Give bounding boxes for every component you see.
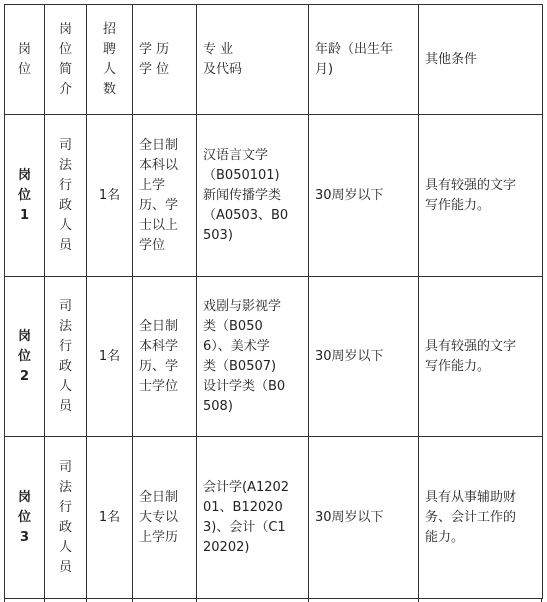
major: 戏剧与影视学 类（B050 6）、美术学 类（B0507) 设计学类（B0 508) [197, 277, 309, 437]
header-education: 学 历 学 位 [133, 5, 197, 115]
education: 全日制 本科以 上学 历、学 士以上 学位 [133, 115, 197, 277]
age: 30周岁以下 [309, 437, 419, 599]
header-intro: 岗 位 简 介 [45, 5, 87, 115]
major: 汉语言文学 （B050101) 新闻传播学类 （A0503、B0 503) [197, 115, 309, 277]
other-conditions: 具有从事辅助财 务、会计工作的 能力。 [419, 437, 543, 599]
headcount: 1名 [87, 277, 133, 437]
post-name: 岗 位 3 [5, 437, 45, 599]
other-conditions: 具有较强的文字 写作能力。 [419, 115, 543, 277]
table-row [5, 437, 543, 599]
table-row [5, 277, 543, 437]
header-other: 其他条件 [419, 5, 543, 115]
header-age: 年龄（出生年 月) [309, 5, 419, 115]
education: 全日制 本科学 历、学 士学位 [133, 277, 197, 437]
headcount: 1名 [87, 437, 133, 599]
post-intro: 司 法 行 政 人 员 [45, 115, 87, 277]
post-name: 岗 位 1 [5, 115, 45, 277]
header-major: 专 业 及代码 [197, 5, 309, 115]
header-post: 岗 位 [5, 5, 45, 115]
age: 30周岁以下 [309, 277, 419, 437]
post-name: 岗 位 2 [5, 277, 45, 437]
table-continuation-edge [4, 598, 542, 602]
header-headcount: 招 聘 人 数 [87, 5, 133, 115]
headcount: 1名 [87, 115, 133, 277]
post-intro: 司 法 行 政 人 员 [45, 437, 87, 599]
recruitment-table [4, 4, 543, 599]
education: 全日制 大专以 上学历 [133, 437, 197, 599]
table-row [5, 115, 543, 277]
age: 30周岁以下 [309, 115, 419, 277]
major: 会计学(A1202 01、B12020 3)、会计（C1 20202) [197, 437, 309, 599]
table-header-row [5, 5, 543, 115]
post-intro: 司 法 行 政 人 员 [45, 277, 87, 437]
other-conditions: 具有较强的文字 写作能力。 [419, 277, 543, 437]
